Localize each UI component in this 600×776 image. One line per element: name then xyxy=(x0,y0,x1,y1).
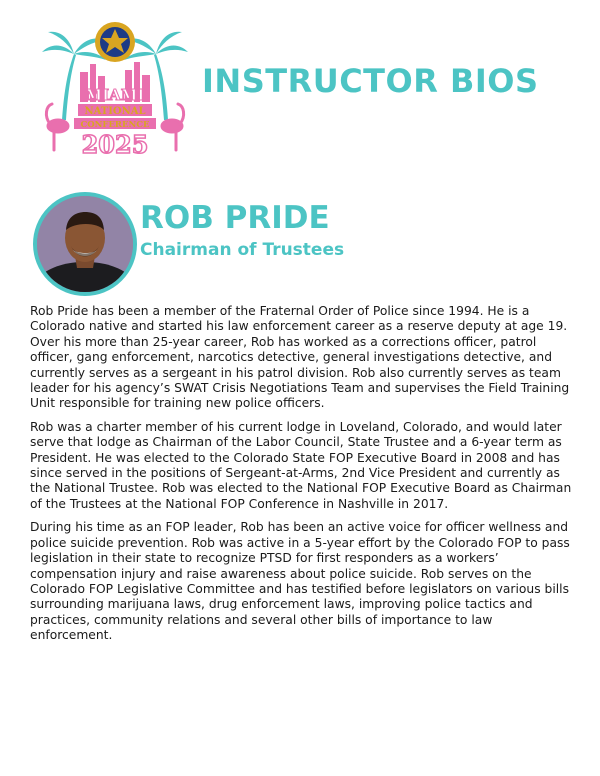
instructor-role: Chairman of Trustees xyxy=(140,240,345,260)
logo-line3: CONFERENCE xyxy=(80,120,150,130)
instructor-name: ROB PRIDE xyxy=(140,200,330,236)
bio-paragraph: During his time as an FOP leader, Rob has been an active voice for officer wellness and police suicide prevention. Rob was active in a 5-year effort by the Colorado FOP to pass legislation in their state to recognize PTSD for first responders as a workers’ compensation injury and raise awareness about police suicide. Rob serves on the Colorado FOP Legislative Committee and has testified before legislators on various bills surrounding marijuana laws, drug enforcement laws, improving police tactics and practices, community relations and several other bills of importance to law enforcement. xyxy=(30,520,570,643)
conference-logo xyxy=(40,20,190,160)
logo-line1: MIAMI xyxy=(85,86,145,104)
star-badge-icon xyxy=(95,22,135,62)
instructor-bio xyxy=(30,304,575,652)
bio-paragraph: Rob Pride has been a member of the Fraternal Order of Police since 1994. He is a Colorado native and started his law enforcement career as a reserve deputy at age 19. Over his more than 25-year career, Rob has worked as a corrections officer, patrol officer, gang enforcement, narcotics detective, general investigations detective, and currently serves as a sergeant in his patrol division. Rob also currently serves as team leader for his agency’s SWAT Crisis Negotiations Team and supervises the Field Training Unit responsible for training new police officers. xyxy=(30,304,570,411)
logo-year: 2025 xyxy=(81,130,149,159)
logo-line2: NATIONAL xyxy=(84,106,146,117)
bio-paragraph: Rob was a charter member of his current lodge in Loveland, Colorado, and would later serve that lodge as Chairman of the Labor Council, State Trustee and a 6-year term as President. He was elected to the Colorado State FOP Executive Board in 2008 and has since served in the positions of Sergeant-at-Arms, 2nd Vice President and currently as the National Trustee. Rob was elected to the National FOP Executive Board as Chairman of the Trustees at the National FOP Conference in Nashville in 2017. xyxy=(30,419,572,511)
instructor-photo xyxy=(33,192,137,296)
page-title: INSTRUCTOR BIOS xyxy=(202,62,539,100)
